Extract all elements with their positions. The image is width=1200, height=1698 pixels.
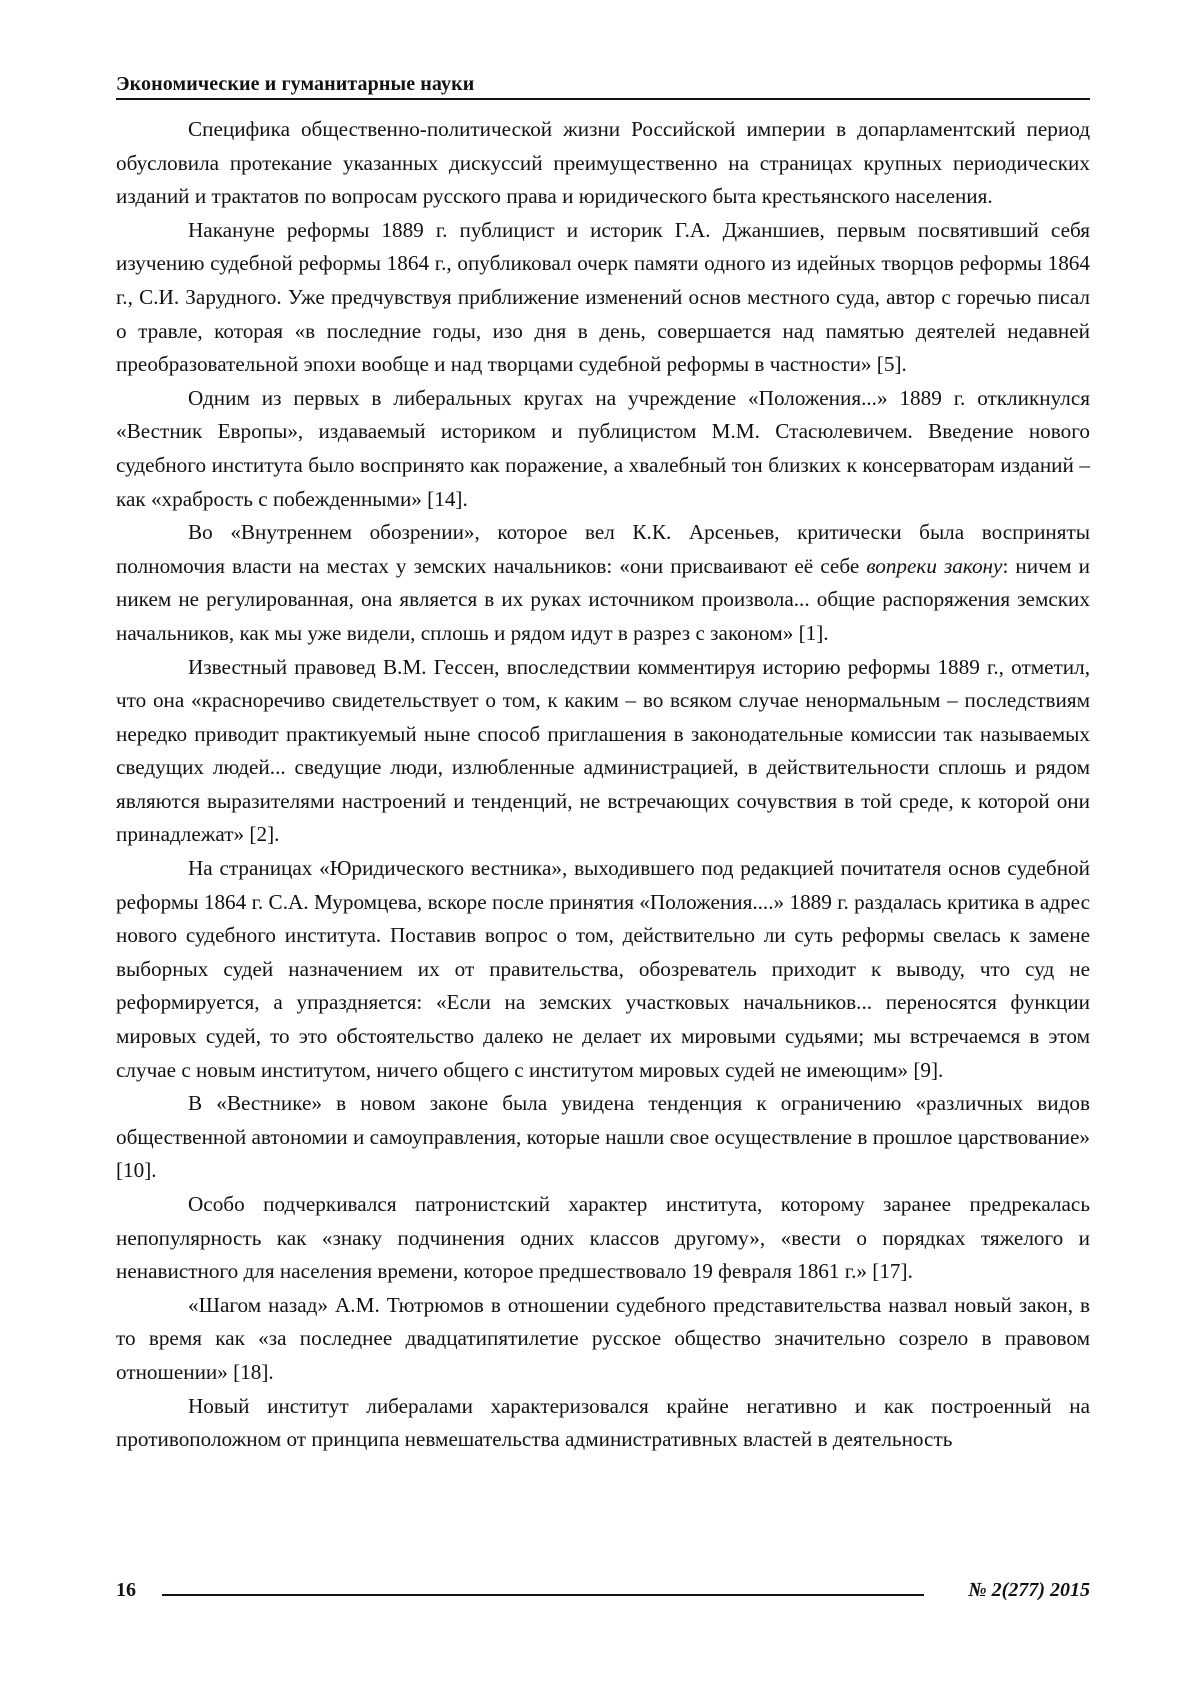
paragraph: Одним из первых в либеральных кругах на учреждение «Положения...» 1889 г. откликнулся «Вестник Европы», издаваемый историком и публицистом М.М. Стасюлевичем. Введение нового судебного института было воспринято как поражение, а хвалебный тон близких к консерваторам изданий – как «храбрость с побежденными» [14]. xyxy=(116,382,1090,516)
paragraph: «Шагом назад» А.М. Тютрюмов в отношении судебного представительства назвал новый закон, в то время как «за последнее двадцатипятилетие русское общество значительно созрело в правовом отношении» [18]. xyxy=(116,1289,1090,1390)
paragraph-text: : ничем и никем не регулированная, она является в их руках источником произвола... общие распоряжения земских начальников, как мы уже видели, сплошь и рядом идут в разрез с законом» [1]. xyxy=(116,554,1090,645)
issue-number: № 2(277) 2015 xyxy=(968,1577,1090,1603)
footer-divider xyxy=(162,1594,924,1596)
page-number: 16 xyxy=(116,1577,136,1603)
paragraph xyxy=(116,516,1090,650)
article-body xyxy=(116,113,1090,1457)
journal-section-title: Экономические и гуманитарные науки xyxy=(116,72,1090,96)
page-footer xyxy=(116,1577,1090,1607)
paragraph: Известный правовед В.М. Гессен, впоследствии комментируя историю реформы 1889 г., отметил, что она «красноречиво свидетельствует о том, к каким – во всяком случае ненормальным – последствиям нередко приводит практикуемый ныне способ приглашения в законодательные комиссии так называемых сведущих людей... сведущие люди, излюбленные администрацией, в действительности сплошь и рядом являются выразителями настроений и тенденций, не встречающих сочувствия в той среде, к которой они принадлежат» [2]. xyxy=(116,651,1090,853)
paragraph: Накануне реформы 1889 г. публицист и историк Г.А. Джаншиев, первым посвятивший себя изучению судебной реформы 1864 г., опубликовал очерк памяти одного из идейных творцов реформы 1864 г., С.И. Зарудного. Уже предчувствуя приближение изменений основ местного суда, автор с горечью писал о травле, которая «в последние годы, изо дня в день, совершается над памятью деятелей недавней преобразовательной эпохи вообще и над творцами судебной реформы в частности» [5]. xyxy=(116,214,1090,382)
paragraph: Специфика общественно-политической жизни Российской империи в допарламентский период обусловила протекание указанных дискуссий преимущественно на страницах крупных периодических изданий и трактатов по вопросам русского права и юридического быта крестьянского населения. xyxy=(116,113,1090,214)
paragraph: Особо подчеркивался патронистский характер института, которому заранее предрекалась непопулярность как «знаку подчинения одних классов другому», «вести о порядках тяжелого и ненавистного для населения времени, которое предшествовало 19 февраля 1861 г.» [17]. xyxy=(116,1188,1090,1289)
paragraph: В «Вестнике» в новом законе была увидена тенденция к ограничению «различных видов общественной автономии и самоуправления, которые нашли свое осуществление в прошлое царствование» [10]. xyxy=(116,1087,1090,1188)
running-header xyxy=(116,72,1090,100)
paragraph: На страницах «Юридического вестника», выходившего под редакцией почитателя основ судебной реформы 1864 г. С.А. Муромцева, вскоре после принятия «Положения....» 1889 г. раздалась критика в адрес нового судебного института. Поставив вопрос о том, действительно ли суть реформы свелась к замене выборных судей назначением их от правительства, обозреватель приходит к выводу, что суд не реформируется, а упраздняется: «Если на земских участковых начальников... переносятся функции мировых судей, то это обстоятельство далеко не делает их мировыми судьями; мы встречаемся в этом случае с новым институтом, ничего общего с институтом мировых судей не имеющим» [9]. xyxy=(116,852,1090,1087)
paragraph: Новый институт либералами характеризовался крайне негативно и как построенный на противоположном от принципа невмешательства административных властей в деятельность xyxy=(116,1390,1090,1457)
italic-emphasis: вопреки закону xyxy=(866,554,1002,578)
paragraph-text: Во «Внутреннем обозрении», которое вел К.К. Арсеньев, критически была восприняты полномочия власти на местах у земских начальников: «они присваивают её себе xyxy=(116,520,1090,578)
